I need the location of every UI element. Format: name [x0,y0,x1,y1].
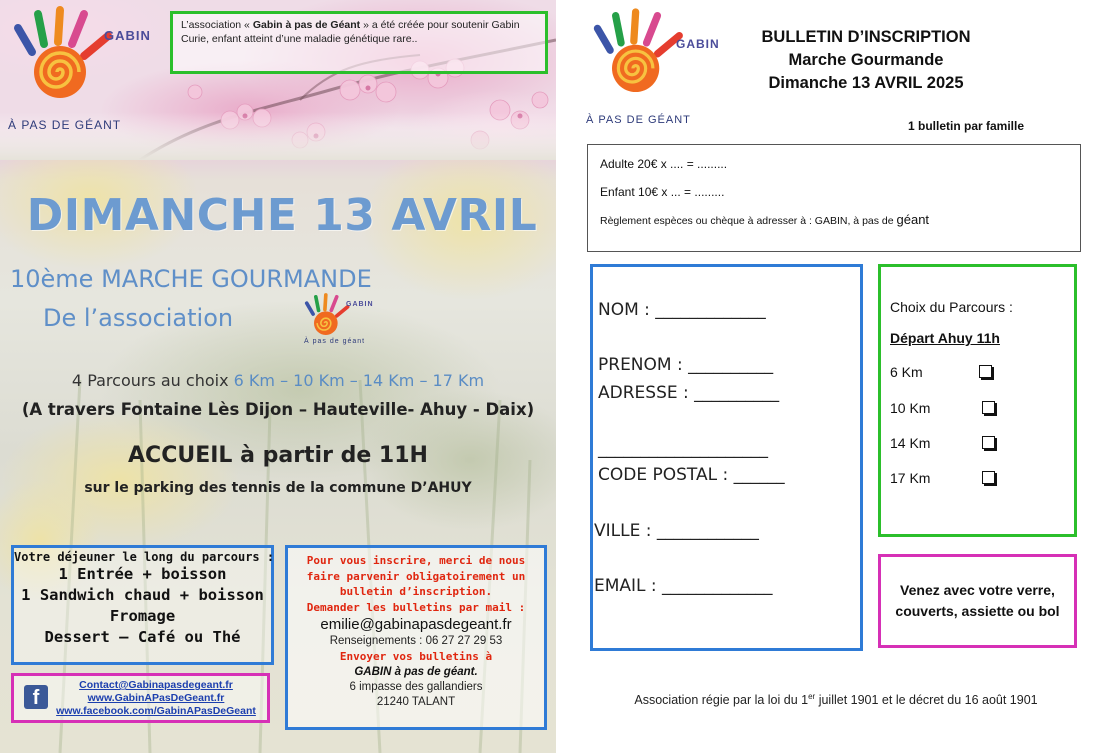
hand-spiral-logo-icon [12,4,122,104]
email-field[interactable]: EMAIL : _____________ [594,576,773,596]
contact-links-box [11,673,270,723]
route-option-17km[interactable] [890,470,1010,486]
lunch-menu-box [11,545,274,665]
law-text-end: juillet 1901 et le décret du 16 août 1901 [815,693,1038,708]
child-price-field[interactable]: Enfant 10€ x ... = ......... [600,185,725,199]
route-choice-title: Choix du Parcours : [890,299,1013,315]
hand-spiral-logo-icon [304,292,354,338]
personal-info-box [590,264,863,651]
event-title: 10ème MARCHE GOURMANDE [10,265,372,293]
about-suffix: » a été créée pour soutenir Gabin Curie, enfant atteint d’une maladie génétique rare.. [181,19,520,46]
departure-info: Départ Ahuy 11h [890,330,1000,346]
form-title-line: BULLETIN D’INSCRIPTION [761,28,971,46]
payment-note-end: géant [896,212,930,227]
logo-tagline: À PAS DE GÉANT [8,118,122,132]
form-title-line: Dimanche 13 AVRIL 2025 [768,74,964,92]
bring-utensils-note: Venez avec votre verre, couverts, assiette ou bol [878,554,1077,648]
contact-links [42,679,270,718]
checkbox-icon[interactable] [982,401,995,414]
nom-field[interactable]: NOM : _____________ [598,300,766,320]
form-title-line: Marche Gourmande [788,51,944,69]
law-sup: er [808,692,816,701]
send-instruction: Envoyer vos bulletins à [339,650,493,663]
lunch-title: Votre déjeuner le long du parcours : [14,550,275,564]
checkbox-icon[interactable] [982,436,995,449]
route-option-label: 6 Km [890,364,923,380]
per-family-note: 1 bulletin par famille [908,119,1025,133]
gabin-logo [8,4,168,136]
code-postal-field[interactable]: CODE POSTAL : ______ [598,465,785,485]
about-name: Gabin à pas de Géant [252,19,361,31]
send-recipient: GABIN à pas de géant. [354,665,478,678]
route-option-label: 14 Km [890,435,931,451]
association-about-box [170,11,548,74]
meeting-place: sur le parking des tennis de la commune D’AHUY [84,480,472,496]
signup-instruction: Pour vous inscrire, merci de nous [306,554,526,567]
lunch-item: Dessert – Café ou Thé [44,628,241,646]
send-street: 6 impasse des gallandiers [349,680,483,693]
route-option-6km[interactable] [890,364,1010,380]
event-organizer-line: De l’association [43,304,234,332]
contact-email-link[interactable]: Contact@Gabinapasdegeant.fr [79,679,233,691]
logo-brand: GABIN [346,301,374,308]
signup-instruction: faire parvenir obligatoirement un [306,569,526,583]
logo-brand: GABIN [104,28,151,43]
price-box [587,144,1081,252]
payment-note-text: Règlement espèces ou chèque à adresser à : GABIN, à pas de [600,215,894,227]
route-option-label: 10 Km [890,400,931,416]
prenom-field[interactable]: PRENOM : __________ [598,355,774,375]
logo-brand: GABIN [676,37,720,51]
signup-phone: Renseignements : 06 27 27 29 53 [329,635,503,647]
gabin-logo [586,4,736,126]
form-title [716,26,1016,95]
send-city: 21240 TALANT [376,695,456,708]
logo-tagline: À PAS DE GÉANT [586,114,691,126]
lunch-item: 1 Sandwich chaud + boisson [21,586,264,604]
route-option-10km[interactable] [890,400,1010,416]
route-towns: (A travers Fontaine Lès Dijon – Hauteville- Ahuy - Daix) [21,400,535,419]
route-option-label: 17 Km [890,470,931,486]
lunch-item: 1 Entrée + boisson [58,565,227,583]
adult-price-field[interactable]: Adulte 20€ x .... = ......... [600,157,728,171]
checkbox-icon[interactable] [979,365,992,378]
routes-prefix: 4 Parcours au choix [71,371,229,390]
ville-field[interactable]: VILLE : ____________ [594,521,759,541]
signup-instruction: Demander les bulletins par mail : [306,600,526,614]
signup-email[interactable]: emilie@gabinapasdegeant.fr [320,616,512,633]
law-text: Association régie par la loi du 1 [634,693,809,708]
payment-note [600,212,1068,227]
address-line-2-field[interactable]: ____________________ [598,439,768,459]
signup-instruction: bulletin d’inscription. [339,585,493,598]
website-link[interactable]: www.GabinAPasDeGeant.fr [87,692,225,704]
checkbox-icon[interactable] [982,471,995,484]
registration-info-box [285,545,547,730]
routes-distances: 6 Km – 10 Km – 14 Km – 17 Km [233,371,485,390]
routes-line [0,371,556,390]
route-choice-box [878,264,1077,537]
event-date-headline: DIMANCHE 13 AVRIL [26,190,538,241]
about-prefix: L’association « [181,19,253,31]
hand-spiral-logo-icon [592,6,692,98]
facebook-icon: f [24,685,48,709]
adresse-field[interactable]: ADRESSE : __________ [598,383,780,403]
route-option-14km[interactable] [890,435,1010,451]
welcome-time: ACCUEIL à partir de 11H [128,443,428,468]
registration-form-page [556,0,1100,753]
gabin-logo-small [302,292,372,352]
lunch-item: Fromage [109,607,176,625]
facebook-page-link[interactable]: www.facebook.com/GabinAPasDeGeant [56,705,256,717]
logo-tagline: À pas de géant [304,338,366,345]
legal-footer [586,692,1086,707]
